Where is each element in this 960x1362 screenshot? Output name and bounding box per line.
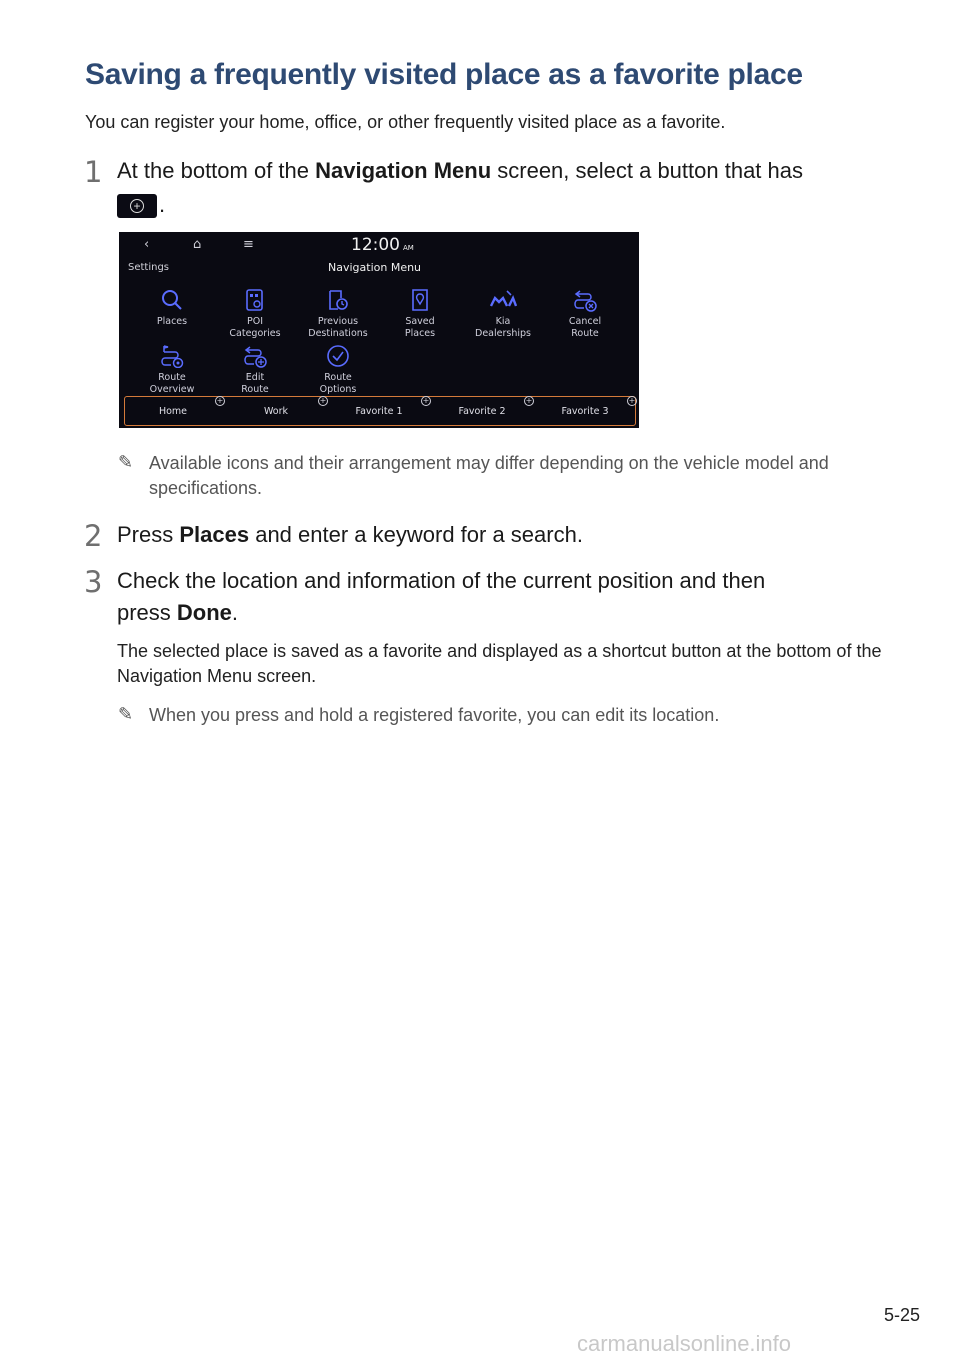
- settings-label: Settings: [128, 262, 170, 273]
- history-icon: [326, 288, 350, 312]
- watermark: carmanualsonline.info: [577, 1331, 792, 1356]
- saved-places-icon: [408, 288, 432, 312]
- add-icon: +: [525, 396, 533, 405]
- tile-previous-destinations: Previous Destinations: [298, 288, 378, 340]
- note-icon-arrangement: Available icons and their arrangement may differ depending on the vehicle model and specifications.: [149, 453, 829, 498]
- tile-route-options: Route Options: [298, 344, 378, 396]
- route-overview-icon: [159, 344, 185, 368]
- step-1-text: At the bottom of the Navigation Menu screen, select a button that has: [117, 158, 803, 183]
- tile-saved-places: Saved Places: [380, 288, 460, 340]
- tile-cancel-route: Cancel Route: [545, 288, 625, 340]
- tile-places: Places: [132, 288, 212, 328]
- navigation-menu-screenshot: [119, 232, 639, 428]
- step-3-number: 3: [84, 565, 103, 599]
- note-pencil-icon: ✎: [118, 452, 134, 472]
- add-icon: +: [628, 396, 636, 405]
- navigation-menu-title: Navigation Menu: [328, 261, 422, 274]
- add-favorite-button-icon: +: [117, 194, 157, 218]
- home-icon: ⌂: [193, 237, 202, 252]
- favorite-home: Home: [158, 406, 188, 417]
- step-2-text: Press Places and enter a keyword for a search.: [117, 522, 583, 547]
- menu-icon: ≡: [243, 237, 254, 252]
- edit-route-icon: [242, 344, 268, 368]
- tile-kia-dealerships: Kia Dealerships: [463, 288, 543, 340]
- tile-route-overview: Route Overview: [132, 344, 212, 396]
- clock: 12:00 AM: [351, 235, 414, 255]
- section-title: Saving a frequently visited place as a favorite place: [85, 58, 803, 91]
- add-icon: +: [422, 396, 430, 405]
- favorite-work: Work: [263, 406, 289, 417]
- favorite-2: Favorite 2: [458, 406, 506, 417]
- step-3-text: Check the location and information of the current position and then: [117, 568, 766, 593]
- add-icon: +: [216, 396, 224, 405]
- tile-edit-route: Edit Route: [215, 344, 295, 396]
- kia-logo-icon: [489, 288, 517, 312]
- search-icon: [160, 288, 184, 312]
- note-edit-favorite: When you press and hold a registered favorite, you can edit its location.: [149, 705, 720, 725]
- tile-poi-categories: POI Categories: [215, 288, 295, 340]
- favorite-3: Favorite 3: [561, 406, 609, 417]
- step-3-text-line2: press Done.: [117, 600, 239, 625]
- intro-text: You can register your home, office, or other frequently visited place as a favorite.: [85, 112, 726, 132]
- step-2-number: 2: [84, 519, 103, 553]
- route-options-icon: [326, 344, 350, 368]
- step-3-description: The selected place is saved as a favorite and displayed as a shortcut button at the bottom of the Navigation Menu screen.: [117, 641, 882, 686]
- step-1-text-line2: + .: [117, 189, 165, 221]
- note-pencil-icon: ✎: [118, 704, 134, 724]
- favorites-bar-highlight: [124, 396, 636, 426]
- favorite-1: Favorite 1: [355, 406, 403, 417]
- step-1-number: 1: [84, 155, 103, 189]
- cancel-route-icon: [572, 288, 598, 312]
- back-icon: ‹: [144, 237, 150, 252]
- poi-icon: [243, 288, 267, 312]
- page-number: 5-25: [883, 1305, 920, 1325]
- add-icon: +: [319, 396, 327, 405]
